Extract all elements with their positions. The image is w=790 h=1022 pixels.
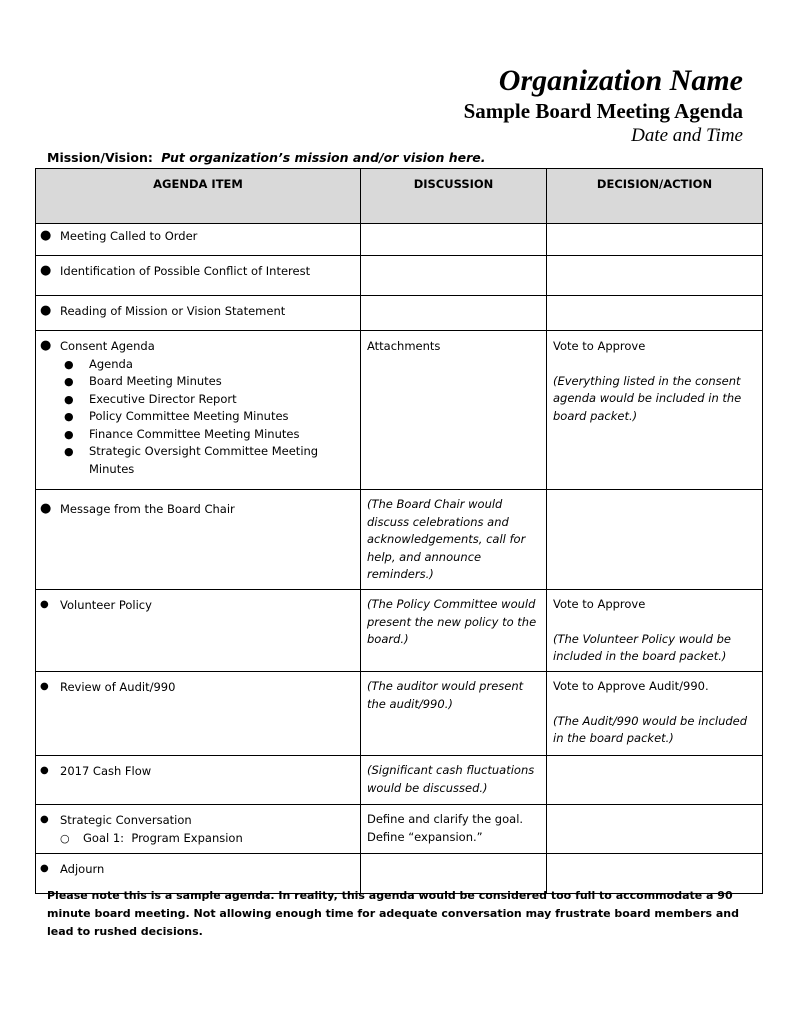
bullet-icon: ● (64, 410, 74, 423)
decision-cell (547, 756, 763, 805)
list-item: ○ Goal 1: Program Expansion (36, 830, 360, 848)
table-row (36, 672, 763, 756)
agenda-item-cell (36, 805, 361, 854)
discussion-cell: (Significant cash fluctuations would be discussed.) (361, 756, 547, 805)
agenda-item-label: Adjourn (60, 862, 105, 876)
agenda-item-label: Reading of Mission or Vision Statement (60, 304, 286, 318)
agenda-item-label: Consent Agenda (60, 339, 155, 353)
agenda-item-cell (36, 296, 361, 331)
table-row (36, 590, 763, 672)
list-item: ● Policy Committee Meeting Minutes (36, 408, 360, 426)
discussion-cell: Define and clarify the goal. Define “expansion.” (361, 805, 547, 854)
agenda-item-label: 2017 Cash Flow (60, 764, 152, 778)
decision-text: Vote to Approve (553, 597, 646, 611)
agenda-item-cell (36, 256, 361, 296)
discussion-cell: (The auditor would present the audit/990.) (361, 672, 547, 756)
bullet-icon: ● (40, 228, 52, 243)
column-header-agenda-item: AGENDA ITEM (36, 169, 361, 224)
agenda-title: Sample Board Meeting Agenda (463, 99, 743, 123)
decision-cell (547, 805, 763, 854)
agenda-table (35, 168, 763, 894)
discussion-cell: (The Board Chair would discuss celebrations and acknowledgements, call for help, and announce reminders.) (361, 490, 547, 590)
bullet-icon: ● (64, 445, 74, 458)
circle-bullet-icon: ○ (60, 831, 70, 845)
list-item: ● Agenda (36, 356, 360, 374)
agenda-item-label: Message from the Board Chair (60, 502, 235, 516)
strategic-sublist (36, 830, 360, 848)
bullet-icon: ● (40, 303, 52, 318)
bullet-icon: ● (40, 765, 49, 776)
agenda-item-label: Strategic Conversation (60, 813, 192, 827)
decision-note: (The Audit/990 would be included in the board packet.) (553, 713, 748, 745)
bullet-icon: ● (64, 357, 74, 371)
discussion-cell (361, 224, 547, 256)
column-header-decision-action: DECISION/ACTION (547, 169, 763, 224)
table-row (36, 224, 763, 256)
decision-cell (547, 490, 763, 590)
agenda-item-cell (36, 672, 361, 756)
decision-cell (547, 224, 763, 256)
table-row (36, 331, 763, 490)
list-item: ● Board Meeting Minutes (36, 373, 360, 391)
mission-vision-line (47, 150, 486, 165)
list-item: ● Strategic Oversight Committee Meeting Minutes (64, 444, 319, 476)
date-and-time: Date and Time (631, 125, 743, 146)
agenda-item-label: Volunteer Policy (60, 598, 152, 612)
discussion-cell: Attachments (361, 331, 547, 490)
discussion-cell (361, 296, 547, 331)
list-item: ● Finance Committee Meeting Minutes (36, 426, 360, 444)
decision-cell (547, 256, 763, 296)
bullet-icon: ● (40, 501, 52, 516)
agenda-item-cell (36, 224, 361, 256)
agenda-item-label: Meeting Called to Order (60, 229, 198, 243)
mission-label: Mission/Vision: (47, 150, 153, 165)
agenda-item-label: Identification of Possible Conflict of Interest (60, 264, 311, 278)
bullet-icon: ● (40, 863, 49, 874)
table-row (36, 805, 763, 854)
agenda-item-cell (36, 756, 361, 805)
table-row (36, 296, 763, 331)
decision-cell (547, 296, 763, 331)
decision-note: (The Volunteer Policy would be included in the board packet.) (553, 631, 731, 663)
table-row (36, 490, 763, 590)
bullet-icon: ● (40, 681, 49, 692)
bullet-icon: ● (64, 427, 74, 441)
table-row (36, 256, 763, 296)
table-header-row (36, 169, 763, 224)
column-header-discussion: DISCUSSION (361, 169, 547, 224)
decision-cell (547, 672, 763, 756)
discussion-cell: (The Policy Committee would present the new policy to the board.) (361, 590, 547, 672)
bullet-icon: ● (64, 392, 74, 406)
decision-note: (Everything listed in the consent agenda would be included in the board packet.) (553, 373, 742, 423)
discussion-cell (361, 256, 547, 296)
decision-text: Vote to Approve Audit/990. (553, 679, 709, 693)
table-row (36, 756, 763, 805)
mission-text: Put organization’s mission and/or vision here. (161, 150, 486, 165)
bullet-icon: ● (40, 814, 49, 825)
document-header (464, 64, 743, 148)
decision-cell (547, 331, 763, 490)
footer-note: Please note this is a sample agenda. In reality, this agenda would be considered too full to accommodate a 90 minute board meeting. Not allowing enough time for adequate conversation may frustrate board members and lead to rushed decisions. (47, 889, 740, 938)
agenda-item-cell (36, 331, 361, 490)
bullet-icon: ● (40, 599, 49, 610)
bullet-icon: ● (64, 375, 74, 388)
bullet-icon: ● (40, 263, 52, 278)
agenda-item-cell (36, 490, 361, 590)
agenda-item-label: Review of Audit/990 (60, 680, 176, 694)
decision-text: Vote to Approve (553, 339, 646, 353)
consent-agenda-sublist (36, 356, 360, 479)
decision-cell (547, 590, 763, 672)
bullet-icon: ● (40, 338, 52, 353)
organization-name: Organization Name (498, 64, 743, 97)
list-item: ● Executive Director Report (36, 391, 360, 409)
agenda-item-cell (36, 590, 361, 672)
